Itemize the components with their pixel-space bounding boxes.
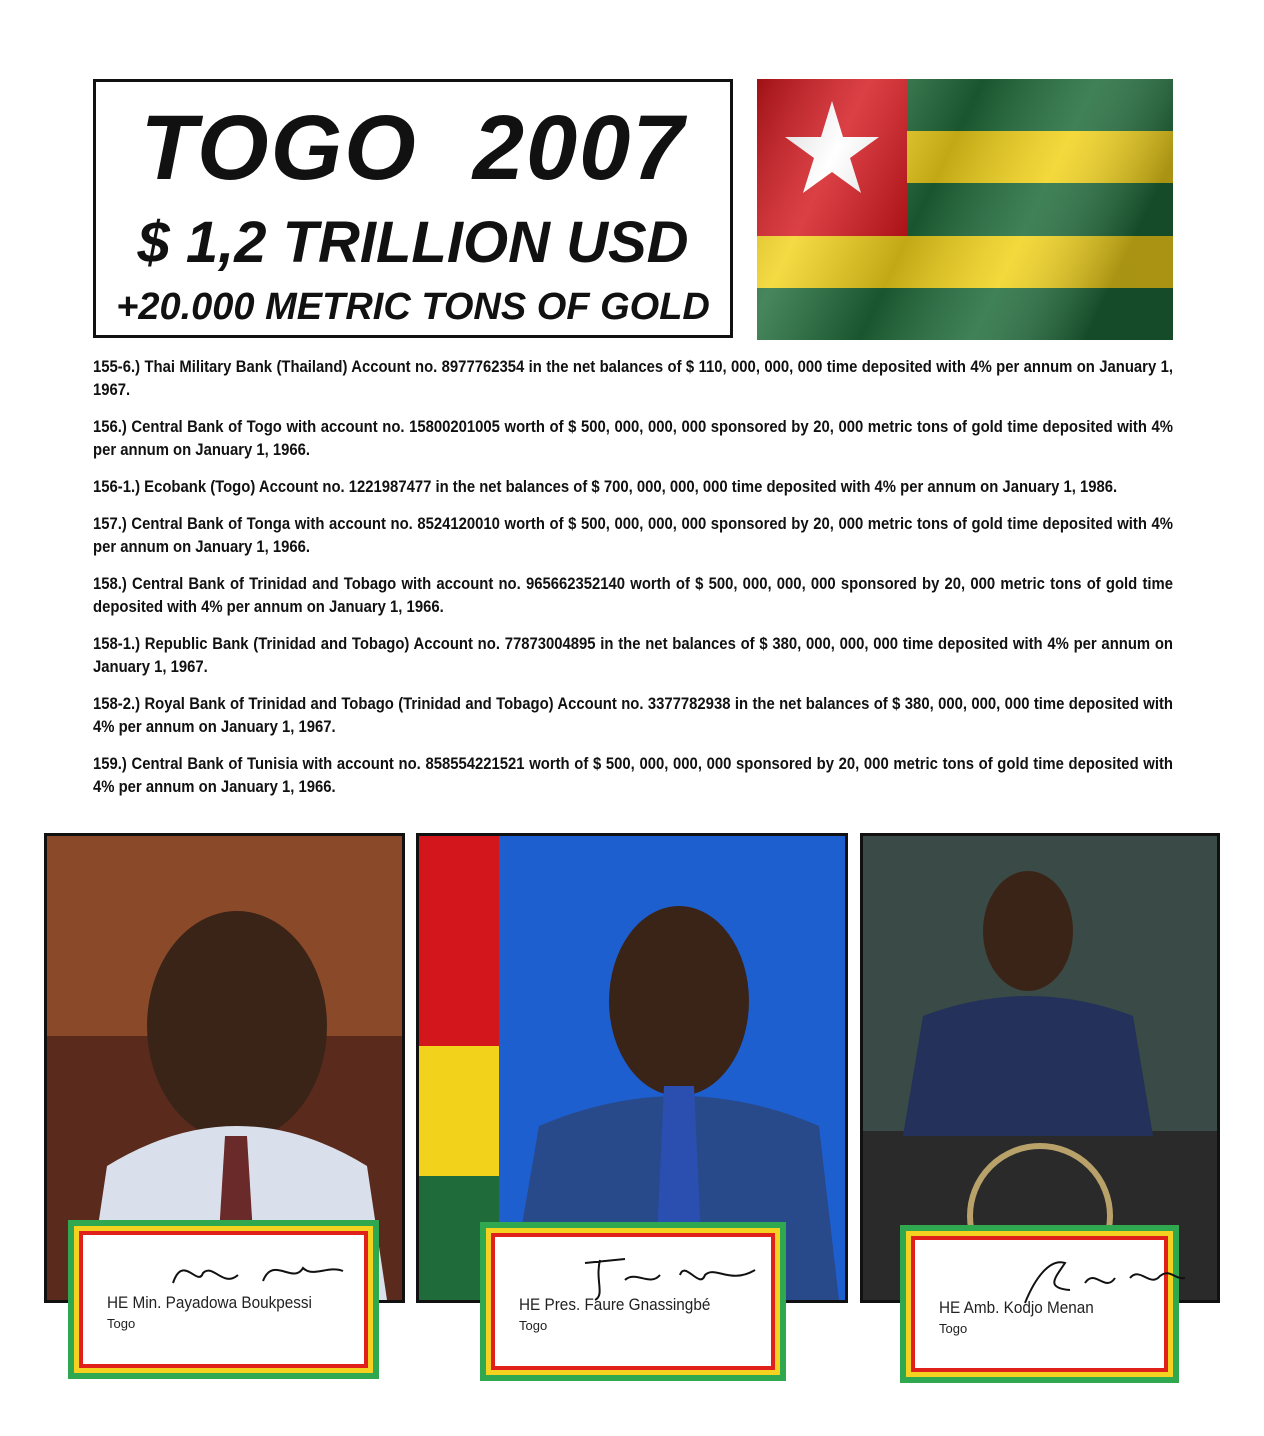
official-2-name: HE Pres. Faure Gnassingbé [519,1295,711,1314]
signature-card-1 [68,1220,379,1379]
official-1-country: Togo [107,1316,136,1331]
amount-heading: $ 1,2 TRILLION USD [137,210,689,275]
entry-159: 159.) Central Bank of Tunisia with account no. 858554221521 worth of $ 500, 000, 000, 000 sponsored by 20, 000 metric tons of gold time deposited with 4% per annum on January 1, 1966. [93,755,1173,796]
entry-158: 158.) Central Bank of Trinidad and Tobago with account no. 965662352140 worth of $ 500, 000, 000, 000 sponsored by 20, 000 metric tons of gold time deposited with 4% per annum on January 1, 1966. [93,575,1173,616]
official-3-country: Togo [939,1321,968,1336]
entry-156: 156.) Central Bank of Togo with account no. 15800201005 worth of $ 500, 000, 000, 000 sponsored by 20, 000 metric tons of gold time deposited with 4% per annum on January 1, 1966. [93,418,1173,459]
togo-flag-image [757,79,1173,340]
entry-158-1: 158-1.) Republic Bank (Trinidad and Tobago) Account no. 77873004895 in the net balances of $ 380, 000, 000, 000 time deposited with 4% per annum on January 1, 1967. [93,635,1173,676]
page-title: TOGO 2007 [140,97,686,199]
gold-heading: +20.000 METRIC TONS OF GOLD [116,286,710,328]
entry-157: 157.) Central Bank of Tonga with account no. 8524120010 worth of $ 500, 000, 000, 000 sponsored by 20, 000 metric tons of gold time deposited with 4% per annum on January 1, 1966. [93,515,1173,556]
entry-156-1: 156-1.) Ecobank (Togo) Account no. 1221987477 in the net balances of $ 700, 000, 000, 000 time deposited with 4% per annum on January 1, 1986. [93,478,1118,496]
entry-158-2: 158-2.) Royal Bank of Trinidad and Tobago (Trinidad and Tobago) Account no. 3377782938 in the net balances of $ 380, 000, 000, 000 time deposited with 4% per annum on January 1, 1967. [93,695,1173,736]
entry-155-6: 155-6.) Thai Military Bank (Thailand) Account no. 8977762354 in the net balances of $ 110, 000, 000, 000 time deposited with 4% per annum on January 1, 1967. [93,358,1173,399]
official-3-name: HE Amb. Kodjo Menan [939,1298,1094,1317]
official-1-name: HE Min. Payadowa Boukpessi [107,1293,312,1312]
signature-card-2 [480,1222,786,1381]
signature-card-3 [900,1225,1179,1383]
title-box [93,79,733,338]
official-2-country: Togo [519,1318,548,1333]
account-list [93,356,1173,813]
